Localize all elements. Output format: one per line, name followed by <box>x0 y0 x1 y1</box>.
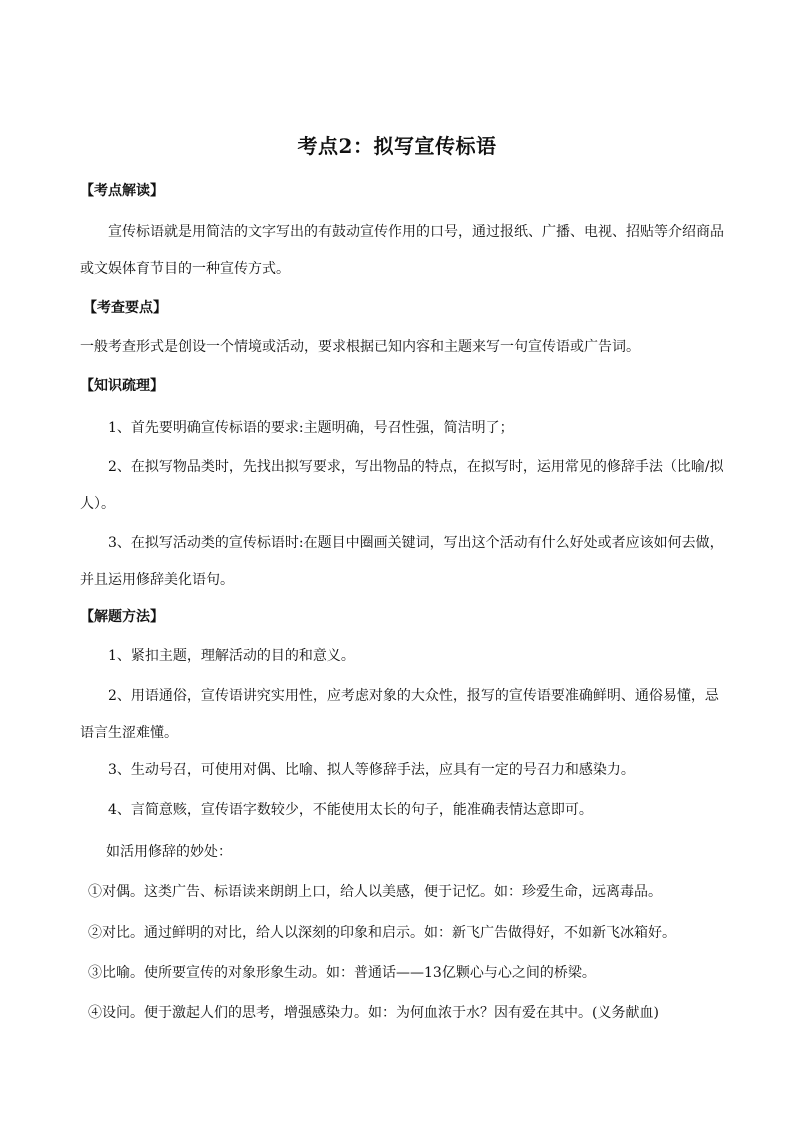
section-paragraph-kaodian-jiedu: 宣传标语就是用简洁的文字写出的有鼓动宣传作用的口号，通过报纸、广播、电视、招贴等介绍商品或文娱体育节目的一种宣传方式。 <box>80 224 724 277</box>
page-title: 考点2：拟写宣传标语 <box>297 134 497 158</box>
section-heading-kaocha-yaodian: 【考查要点】 <box>83 300 167 316</box>
list-item: 1、紧扣主题，理解活动的目的和意义。 <box>108 648 355 664</box>
list-item: 3、在拟写活动类的宣传标语时:在题目中圈画关键词，写出这个活动有什么好处或者应该如何去做，并且运用修辞美化语句。 <box>80 535 724 588</box>
section-paragraph-kaocha-yaodian: 一般考查形式是创设一个情境或活动，要求根据已知内容和主题来写一句宣传语或广告词。 <box>80 339 640 355</box>
list-item: ②对比。通过鲜明的对比，给人以深刻的印象和启示。如：新飞广告做得好，不如新飞冰箱好。 <box>88 925 676 941</box>
rhetoric-intro: 如活用修辞的妙处： <box>106 844 232 860</box>
section-heading-kaodian-jiedu: 【考点解读】 <box>80 183 164 199</box>
list-item: ④设问。便于激起人们的思考，增强感染力。如：为何血浓于水？因有爱在其中。(义务献血) <box>88 1005 659 1021</box>
section-heading-zhishi-shuli: 【知识疏理】 <box>80 378 164 394</box>
list-item: 2、用语通俗，宣传语讲究实用性，应考虑对象的大众性，报写的宣传语要准确鲜明、通俗易懂，忌语言生涩难懂。 <box>80 688 719 741</box>
list-item: 4、言简意赅，宣传语字数较少，不能使用太长的句子，能准确表情达意即可。 <box>108 802 593 818</box>
list-item: 2、在拟写物品类时，先找出拟写要求，写出物品的特点，在拟写时，运用常见的修辞手法（比喻/拟人）。 <box>80 459 724 512</box>
list-item: ③比喻。使所要宣传的对象形象生动。如：普通话——13亿颗心与心之间的桥梁。 <box>88 965 596 981</box>
list-item: 1、首先要明确宣传标语的要求:主题明确，号召性强，简洁明了； <box>108 420 514 436</box>
list-item: 3、生动号召，可使用对偶、比喻、拟人等修辞手法，应具有一定的号召力和感染力。 <box>108 762 635 778</box>
list-item: ①对偶。这类广告、标语读来朗朗上口，给人以美感，便于记忆。如：珍爱生命，远离毒品。 <box>88 884 662 900</box>
section-heading-jieti-fangfa: 【解题方法】 <box>80 609 164 625</box>
